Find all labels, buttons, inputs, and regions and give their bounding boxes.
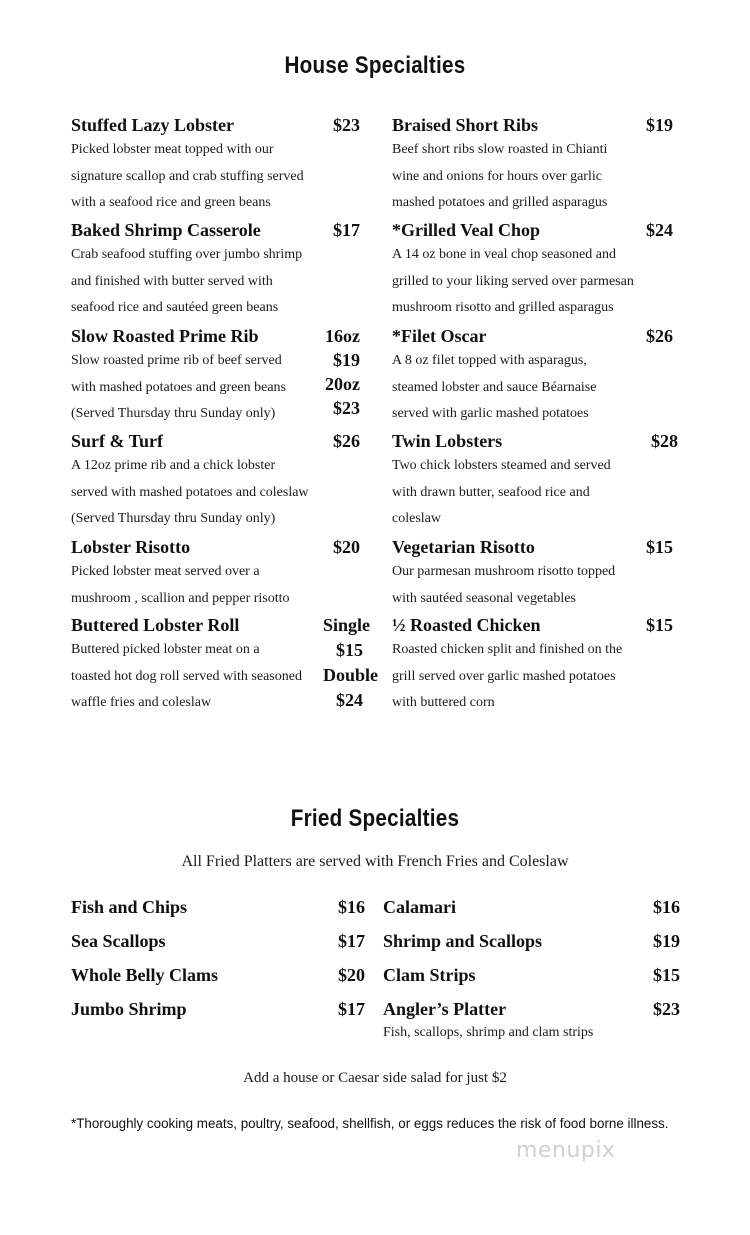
item-desc-line: with buttered corn bbox=[392, 695, 495, 710]
item-desc-line: coleslaw bbox=[392, 511, 441, 526]
item-price: $26 bbox=[333, 431, 360, 451]
item-desc-line: (Served Thursday thru Sunday only) bbox=[71, 406, 276, 421]
item-desc-line: served with mashed potatoes and coleslaw bbox=[71, 484, 309, 500]
item-name: Buttered Lobster Roll bbox=[71, 615, 240, 635]
fried-item-fish-and-chips bbox=[71, 894, 365, 920]
item-desc-line: Picked lobster meat served over a bbox=[71, 564, 260, 579]
item-desc-line: Our parmesan mushroom risotto topped bbox=[392, 564, 616, 579]
item-desc-line: Slow roasted prime rib of beef served bbox=[71, 353, 282, 368]
item-price: $16 bbox=[338, 897, 365, 917]
item-desc-line: Picked lobster meat topped with our bbox=[71, 142, 274, 157]
menu-item-half-roasted-chicken bbox=[392, 613, 622, 717]
item-desc-line: (Served Thursday thru Sunday only) bbox=[71, 511, 276, 526]
item-desc-line: with mashed potatoes and green beans bbox=[71, 379, 286, 395]
item-desc-line: with a seafood rice and green beans bbox=[71, 195, 271, 210]
item-desc-line: grill served over garlic mashed potatoes bbox=[392, 668, 616, 684]
item-price-size: Double bbox=[322, 665, 378, 685]
menu-item-slow-roasted-prime-rib bbox=[71, 324, 286, 428]
fried-item-calamari bbox=[383, 894, 680, 920]
menu-item-lobster-risotto bbox=[71, 535, 290, 612]
item-price: $20 bbox=[333, 537, 360, 557]
menu-item-stuffed-lazy-lobster bbox=[71, 113, 304, 217]
item-name: Baked Shrimp Casserole bbox=[71, 220, 261, 240]
fried-item-whole-belly-clams bbox=[71, 962, 365, 988]
item-price: $15 bbox=[646, 537, 673, 557]
item-name: Whole Belly Clams bbox=[71, 965, 218, 985]
item-name: *Filet Oscar bbox=[392, 326, 487, 346]
item-name: Sea Scallops bbox=[71, 931, 166, 951]
fried-item-clam-strips bbox=[383, 962, 680, 988]
item-name: ½ Roasted Chicken bbox=[392, 615, 541, 635]
fried-item-sea-scallops bbox=[71, 928, 365, 954]
item-desc-line: A 12oz prime rib and a chick lobster bbox=[71, 458, 276, 473]
item-desc-line: Buttered picked lobster meat on a bbox=[71, 642, 260, 657]
item-name: Calamari bbox=[383, 897, 456, 917]
fried-item-anglers-platter bbox=[383, 996, 680, 1022]
item-desc-line: and finished with butter served with bbox=[71, 273, 273, 289]
item-desc-line: grilled to your liking served over parmesan bbox=[392, 273, 634, 289]
fried-item-shrimp-and-scallops bbox=[383, 928, 680, 954]
item-name: Lobster Risotto bbox=[71, 537, 191, 557]
item-name: Braised Short Ribs bbox=[392, 115, 539, 135]
house-specialties-title: House Specialties bbox=[284, 52, 466, 79]
item-price: $15 bbox=[653, 965, 680, 985]
item-name: *Grilled Veal Chop bbox=[392, 220, 541, 240]
item-desc-line: mushroom risotto and grilled asparagus bbox=[392, 300, 614, 315]
item-desc-line: Beef short ribs slow roasted in Chianti bbox=[392, 142, 608, 157]
item-price: $19 bbox=[333, 350, 360, 370]
item-desc-line: with sautéed seasonal vegetables bbox=[392, 590, 576, 606]
menupix-watermark: menupix bbox=[516, 1138, 616, 1163]
item-price-size: Single bbox=[322, 615, 370, 635]
item-name: Fish and Chips bbox=[71, 897, 188, 917]
item-name: Slow Roasted Prime Rib bbox=[71, 326, 259, 346]
item-name: Surf & Turf bbox=[71, 431, 164, 451]
menu-item-braised-short-ribs bbox=[392, 113, 607, 217]
item-price: $19 bbox=[646, 115, 673, 135]
item-price: $15 bbox=[646, 615, 673, 635]
menu-item-twin-lobsters bbox=[392, 429, 611, 533]
item-desc-line: Two chick lobsters steamed and served bbox=[392, 458, 611, 473]
item-name: Vegetarian Risotto bbox=[392, 537, 535, 557]
fried-specialties-title: Fried Specialties bbox=[290, 805, 460, 832]
menu-item-baked-shrimp-casserole bbox=[71, 218, 302, 322]
item-price: $16 bbox=[653, 897, 680, 917]
menu-item-buttered-lobster-roll bbox=[71, 613, 302, 717]
item-price: $20 bbox=[338, 965, 365, 985]
item-price: $23 bbox=[333, 398, 360, 418]
menu-item-grilled-veal-chop bbox=[392, 218, 634, 322]
item-desc-line: mashed potatoes and grilled asparagus bbox=[392, 195, 608, 210]
item-desc-line: steamed lobster and sauce Béarnaise bbox=[392, 379, 597, 395]
item-price: $28 bbox=[651, 431, 678, 451]
item-price-size: 20oz bbox=[325, 374, 360, 394]
item-price: $15 bbox=[336, 640, 363, 660]
item-name: Shrimp and Scallops bbox=[383, 931, 543, 951]
item-desc-line: wine and onions for hours over garlic bbox=[392, 168, 602, 184]
fried-item-jumbo-shrimp bbox=[71, 996, 365, 1022]
item-desc-line: mushroom , scallion and pepper risotto bbox=[71, 590, 290, 606]
item-name: Jumbo Shrimp bbox=[71, 999, 187, 1019]
item-price: $23 bbox=[333, 115, 360, 135]
food-safety-disclaimer: *Thoroughly cooking meats, poultry, seafood, shellfish, or eggs reduces the risk of food borne illness. bbox=[71, 1116, 669, 1131]
item-price: $24 bbox=[646, 220, 673, 240]
menu-item-filet-oscar bbox=[392, 324, 596, 428]
item-desc-line: Fish, scallops, shrimp and clam strips bbox=[383, 1025, 594, 1040]
item-name: Clam Strips bbox=[383, 965, 476, 985]
item-desc-line: waffle fries and coleslaw bbox=[71, 695, 212, 710]
item-desc-line: Roasted chicken split and finished on the bbox=[392, 642, 623, 657]
item-price: $17 bbox=[333, 220, 360, 240]
item-price: $24 bbox=[336, 690, 363, 710]
item-price: $19 bbox=[653, 931, 680, 951]
item-desc-line: A 14 oz bone in veal chop seasoned and bbox=[392, 247, 616, 262]
item-name: Angler’s Platter bbox=[383, 999, 507, 1019]
item-desc-line: Crab seafood stuffing over jumbo shrimp bbox=[71, 247, 303, 262]
item-desc-line: with drawn butter, seafood rice and bbox=[392, 484, 590, 500]
salad-note: Add a house or Caesar side salad for just $2 bbox=[243, 1070, 507, 1086]
item-desc-line: served with garlic mashed potatoes bbox=[392, 406, 589, 421]
item-desc-line: signature scallop and crab stuffing served bbox=[71, 168, 304, 184]
menu-item-surf-and-turf bbox=[71, 429, 309, 533]
item-price: $26 bbox=[646, 326, 673, 346]
item-desc-line: toasted hot dog roll served with seasoned bbox=[71, 668, 302, 684]
item-price: $17 bbox=[338, 999, 365, 1019]
item-price: $23 bbox=[653, 999, 680, 1019]
item-desc-line: A 8 oz filet topped with asparagus, bbox=[392, 353, 587, 368]
item-name: Twin Lobsters bbox=[392, 431, 503, 451]
item-desc-line: seafood rice and sautéed green beans bbox=[71, 300, 279, 315]
fried-subtitle: All Fried Platters are served with French Fries and Coleslaw bbox=[181, 853, 569, 870]
item-price: $17 bbox=[338, 931, 365, 951]
item-name: Stuffed Lazy Lobster bbox=[71, 115, 234, 135]
menu-item-vegetarian-risotto bbox=[392, 535, 615, 612]
item-price-size: 16oz bbox=[325, 326, 360, 346]
